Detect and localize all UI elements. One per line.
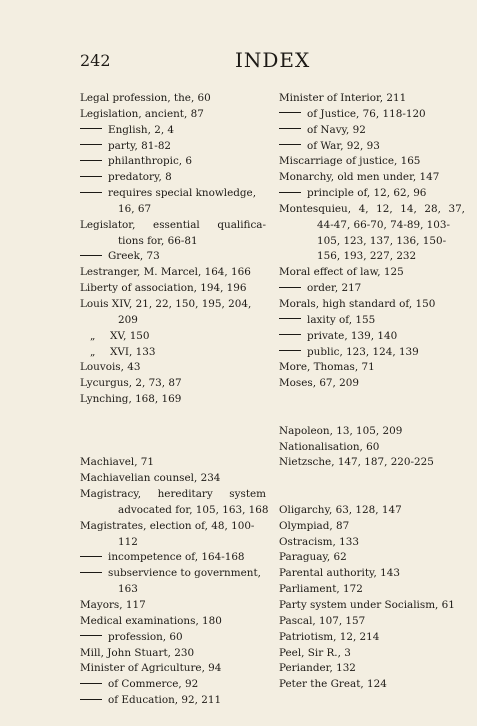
- index-entry: [80, 376, 266, 392]
- index-entry: [279, 218, 465, 234]
- index-entry: [279, 376, 465, 392]
- index-entry: [279, 661, 465, 677]
- index-entry-text: Mill, John Stuart, 230: [80, 646, 195, 659]
- index-entry: [80, 455, 266, 471]
- index-entry: [279, 360, 465, 376]
- index-entry: [279, 281, 465, 297]
- index-entry-text: Oligarchy, 63, 128, 147: [279, 503, 402, 516]
- index-entry: [279, 202, 465, 218]
- index-entry-text: incompetence of, 164-168: [108, 551, 245, 564]
- index-entry: [80, 107, 266, 123]
- ditto-dash: [80, 128, 102, 129]
- index-entry-text: laxity of, 155: [307, 313, 376, 326]
- index-entry-text: Minister of Interior, 211: [279, 92, 407, 104]
- ditto-dash: [279, 287, 301, 288]
- index-entry-text: party, 81-82: [108, 139, 172, 152]
- index-entry: [80, 519, 266, 535]
- index-entry-text: Olympiad, 87: [279, 519, 350, 532]
- index-entry-text: of War, 92, 93: [307, 139, 380, 152]
- index-entry-text: of Commerce, 92: [108, 678, 199, 691]
- index-entry: [279, 550, 465, 566]
- index-entry: [80, 487, 266, 503]
- index-entry-text: 44-47, 66-70, 74-89, 103-: [317, 218, 451, 231]
- index-entry-text: predatory, 8: [108, 171, 172, 184]
- index-entry: [80, 297, 266, 313]
- ditto-mark: „: [90, 345, 96, 358]
- section-gap: [80, 408, 266, 424]
- index-entry-text: Moses, 67, 209: [279, 377, 359, 390]
- index-entry-text: Machiavel, 71: [80, 456, 155, 469]
- section-gap: [279, 408, 465, 424]
- ditto-dash: [80, 176, 102, 177]
- index-entry: [80, 265, 266, 281]
- ditto-dash: [80, 572, 102, 573]
- ditto-dash: [279, 350, 301, 351]
- index-entry: [279, 455, 465, 471]
- index-entry: [80, 360, 266, 376]
- index-entry-text: Napoleon, 13, 105, 209: [279, 424, 403, 437]
- index-entry: [80, 186, 266, 202]
- index-entry-text: philanthropic, 6: [108, 155, 192, 168]
- index-entry: [279, 170, 465, 186]
- ditto-mark: „: [90, 329, 96, 342]
- index-column-left: [80, 91, 269, 709]
- ditto-dash: [279, 318, 301, 319]
- index-entry: [279, 582, 465, 598]
- index-entry-text: principle of, 12, 62, 96: [307, 187, 427, 200]
- index-entry-text: of Education, 92, 211: [108, 694, 222, 707]
- index-entry: [279, 614, 465, 630]
- index-entry: [279, 107, 465, 123]
- index-entry-text: Periander, 132: [279, 662, 356, 675]
- index-entry-text: Paraguay, 62: [279, 551, 347, 564]
- ditto-dash: [80, 144, 102, 145]
- ditto-dash: [80, 160, 102, 161]
- index-entry: [80, 329, 266, 345]
- ditto-dash: [80, 556, 102, 557]
- section-gap: [279, 471, 465, 487]
- index-entry: [80, 154, 266, 170]
- index-entry-text: Legislation, ancient, 87: [80, 107, 204, 120]
- index-column-right: [279, 91, 465, 693]
- ditto-dash: [80, 192, 102, 193]
- index-entry: [80, 249, 266, 265]
- index-entry-text: Peel, Sir R., 3: [279, 646, 351, 659]
- index-entry: [279, 91, 465, 107]
- index-entry: [80, 471, 266, 487]
- index-entry-text: subservience to government,: [108, 567, 261, 580]
- index-entry: [279, 139, 465, 155]
- ditto-dash: [279, 334, 301, 335]
- index-entry: [279, 424, 465, 440]
- index-entry: [80, 535, 266, 551]
- index-entry-text: private, 139, 140: [307, 329, 398, 342]
- index-entry-text: 112: [118, 535, 138, 548]
- index-entry-text: Machiavelian counsel, 234: [80, 472, 221, 485]
- index-entry: [80, 202, 266, 218]
- index-entry: [80, 392, 266, 408]
- index-entry: [279, 535, 465, 551]
- index-entry-text: Louis XIV, 21, 22, 150, 195, 204,: [80, 297, 252, 310]
- index-entry-text: 105, 123, 137, 136, 150-: [317, 234, 447, 247]
- index-entry-text: XVI, 133: [110, 345, 156, 358]
- index-entry-text: Montesquieu, 4, 12, 14, 28, 37,: [279, 202, 465, 215]
- index-entry-text: Peter the Great, 124: [279, 678, 387, 691]
- index-entry: [279, 297, 465, 313]
- index-entry-text: 16, 67: [118, 202, 152, 215]
- index-entry-text: Moral effect of law, 125: [279, 266, 404, 279]
- index-entry-text: Parental authority, 143: [279, 567, 400, 580]
- index-entry: [80, 661, 266, 677]
- ditto-dash: [279, 144, 301, 145]
- index-entry: [80, 646, 266, 662]
- index-entry: [279, 123, 465, 139]
- index-entry-text: Lycurgus, 2, 73, 87: [80, 377, 182, 390]
- index-entry: [279, 345, 465, 361]
- index-entry-text: Lestranger, M. Marcel, 164, 166: [80, 266, 251, 279]
- index-entry: [279, 154, 465, 170]
- index-entry-text: Miscarriage of justice, 165: [279, 155, 421, 168]
- index-entry-text: 156, 193, 227, 232: [317, 250, 417, 263]
- index-entry: [279, 630, 465, 646]
- index-entry: [80, 598, 266, 614]
- index-entry-text: Monarchy, old men under, 147: [279, 171, 440, 184]
- index-entry: [80, 313, 266, 329]
- index-entry-text: of Justice, 76, 118-120: [307, 107, 426, 120]
- index-entry: [279, 598, 465, 614]
- section-gap: [80, 424, 266, 440]
- index-entry: [80, 550, 266, 566]
- index-entry: [80, 677, 266, 693]
- index-entry-text: Patriotism, 12, 214: [279, 630, 380, 643]
- index-entry-text: Mayors, 117: [80, 599, 146, 611]
- index-entry-text: advocated for, 105, 163, 168: [118, 503, 269, 516]
- index-entry-text: Magistrates, election of, 48, 100-: [80, 519, 255, 532]
- ditto-dash: [80, 683, 102, 684]
- index-entry-text: Liberty of association, 194, 196: [80, 282, 247, 295]
- index-entry-text: Lynching, 168, 169: [80, 393, 182, 406]
- index-entry: [80, 503, 269, 519]
- index-entry-text: English, 2, 4: [108, 123, 175, 136]
- index-entry: [80, 566, 266, 582]
- index-entry: [80, 170, 266, 186]
- index-entry: [80, 693, 266, 709]
- index-entry: [80, 234, 266, 250]
- index-entry: [80, 123, 266, 139]
- ditto-dash: [80, 255, 102, 256]
- index-entry-text: Legal profession, the, 60: [80, 92, 211, 104]
- index-entry: [279, 313, 465, 329]
- section-gap: [80, 440, 266, 456]
- index-entry: [279, 265, 465, 281]
- index-entry-text: Ostracism, 133: [279, 535, 359, 548]
- index-entry-text: More, Thomas, 71: [279, 361, 375, 374]
- index-entry-text: Magistracy, hereditary system: [80, 488, 266, 501]
- index-entry: [279, 186, 465, 202]
- ditto-dash: [279, 128, 301, 129]
- ditto-dash: [279, 112, 301, 113]
- index-entry: [279, 440, 465, 456]
- page-title: INDEX: [235, 48, 311, 72]
- index-entry: [279, 503, 465, 519]
- index-entry-text: 209: [118, 313, 138, 326]
- index-entry-text: Nationalisation, 60: [279, 440, 380, 453]
- index-entry-text: Greek, 73: [108, 250, 160, 263]
- index-entry-text: Morals, high standard of, 150: [279, 297, 436, 310]
- index-entry: [80, 614, 266, 630]
- section-gap: [279, 392, 465, 408]
- index-entry: [279, 566, 465, 582]
- index-entry: [80, 218, 266, 234]
- index-entry: [80, 345, 266, 361]
- index-entry-text: Party system under Socialism, 61: [279, 599, 455, 611]
- index-entry-text: Medical examinations, 180: [80, 614, 222, 627]
- index-entry: [279, 249, 465, 265]
- index-entry-text: Pascal, 107, 157: [279, 614, 366, 627]
- ditto-dash: [80, 699, 102, 700]
- index-entry-text: Louvois, 43: [80, 361, 141, 374]
- index-entry: [279, 519, 465, 535]
- index-entry: [80, 281, 266, 297]
- index-entry: [279, 329, 465, 345]
- section-gap: [279, 487, 465, 503]
- index-entry-text: requires special knowledge,: [108, 187, 256, 200]
- index-entry: [80, 139, 266, 155]
- index-entry-text: Legislator, essential qualifica-: [80, 218, 266, 231]
- index-entry: [279, 677, 465, 693]
- index-entry-text: of Navy, 92: [307, 123, 366, 136]
- page-number: 242: [80, 51, 111, 70]
- index-entry-text: profession, 60: [108, 630, 183, 643]
- index-entry-text: tions for, 66-81: [118, 234, 198, 247]
- index-entry-text: Parliament, 172: [279, 583, 363, 596]
- index-entry-text: 163: [118, 583, 138, 596]
- index-entry: [80, 582, 266, 598]
- index-entry: [279, 646, 465, 662]
- index-entry-text: public, 123, 124, 139: [307, 345, 419, 358]
- index-entry: [80, 630, 266, 646]
- index-entry: [279, 234, 465, 250]
- ditto-dash: [80, 635, 102, 636]
- index-entry-text: Nietzsche, 147, 187, 220-225: [279, 456, 434, 469]
- index-entry: [80, 91, 266, 107]
- index-entry-text: order, 217: [307, 282, 362, 295]
- index-entry-text: Minister of Agriculture, 94: [80, 662, 222, 675]
- index-entry-text: XV, 150: [110, 329, 150, 342]
- ditto-dash: [279, 192, 301, 193]
